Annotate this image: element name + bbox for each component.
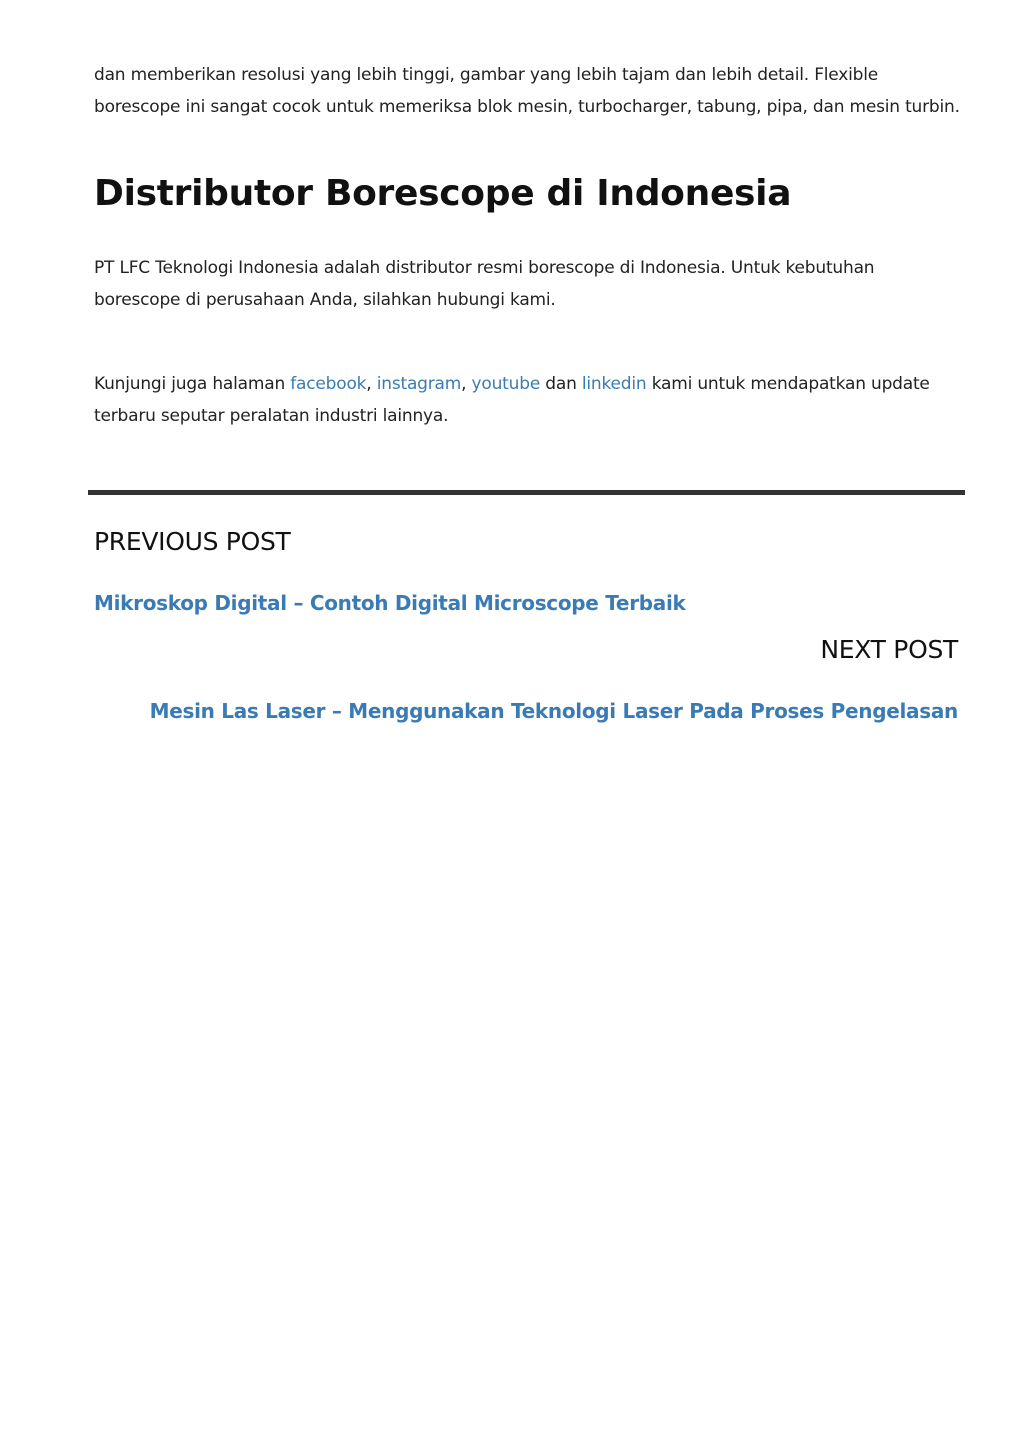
post-navigation-divider (88, 490, 965, 495)
linkedin-link[interactable]: linkedin (581, 374, 647, 394)
next-post-label: NEXT POST (820, 635, 958, 664)
previous-post-label: PREVIOUS POST (94, 527, 291, 556)
visit-prefix-text: Kunjungi juga halaman (94, 374, 291, 394)
separator-text: , (366, 374, 377, 394)
next-post-link[interactable]: Mesin Las Laser – Menggunakan Teknologi Laser Pada Proses Pengelasan (149, 699, 958, 723)
youtube-link[interactable]: youtube (471, 374, 541, 394)
previous-post-link[interactable]: Mikroskop Digital – Contoh Digital Microscope Terbaik (94, 591, 686, 615)
and-text: dan (540, 374, 582, 394)
visit-suffix-text: kami untuk mendapatkan update terbaru seputar peralatan industri lainnya. (94, 374, 930, 426)
separator-text: , (461, 374, 472, 394)
intro-paragraph: dan memberikan resolusi yang lebih tinggi, gambar yang lebih tajam dan lebih detail. Flexible borescope ini sangat cocok untuk memeriksa blok mesin, turbocharger, tabung, pipa, dan mesin turbin. (94, 65, 960, 117)
section-heading: Distributor Borescope di Indonesia (94, 173, 792, 214)
instagram-link[interactable]: instagram (376, 374, 462, 394)
distributor-paragraph: PT LFC Teknologi Indonesia adalah distributor resmi borescope di Indonesia. Untuk kebutuhan borescope di perusahaan Anda, silahkan hubungi kami. (94, 258, 875, 310)
social-links-paragraph (94, 368, 960, 432)
facebook-link[interactable]: facebook (290, 374, 367, 394)
